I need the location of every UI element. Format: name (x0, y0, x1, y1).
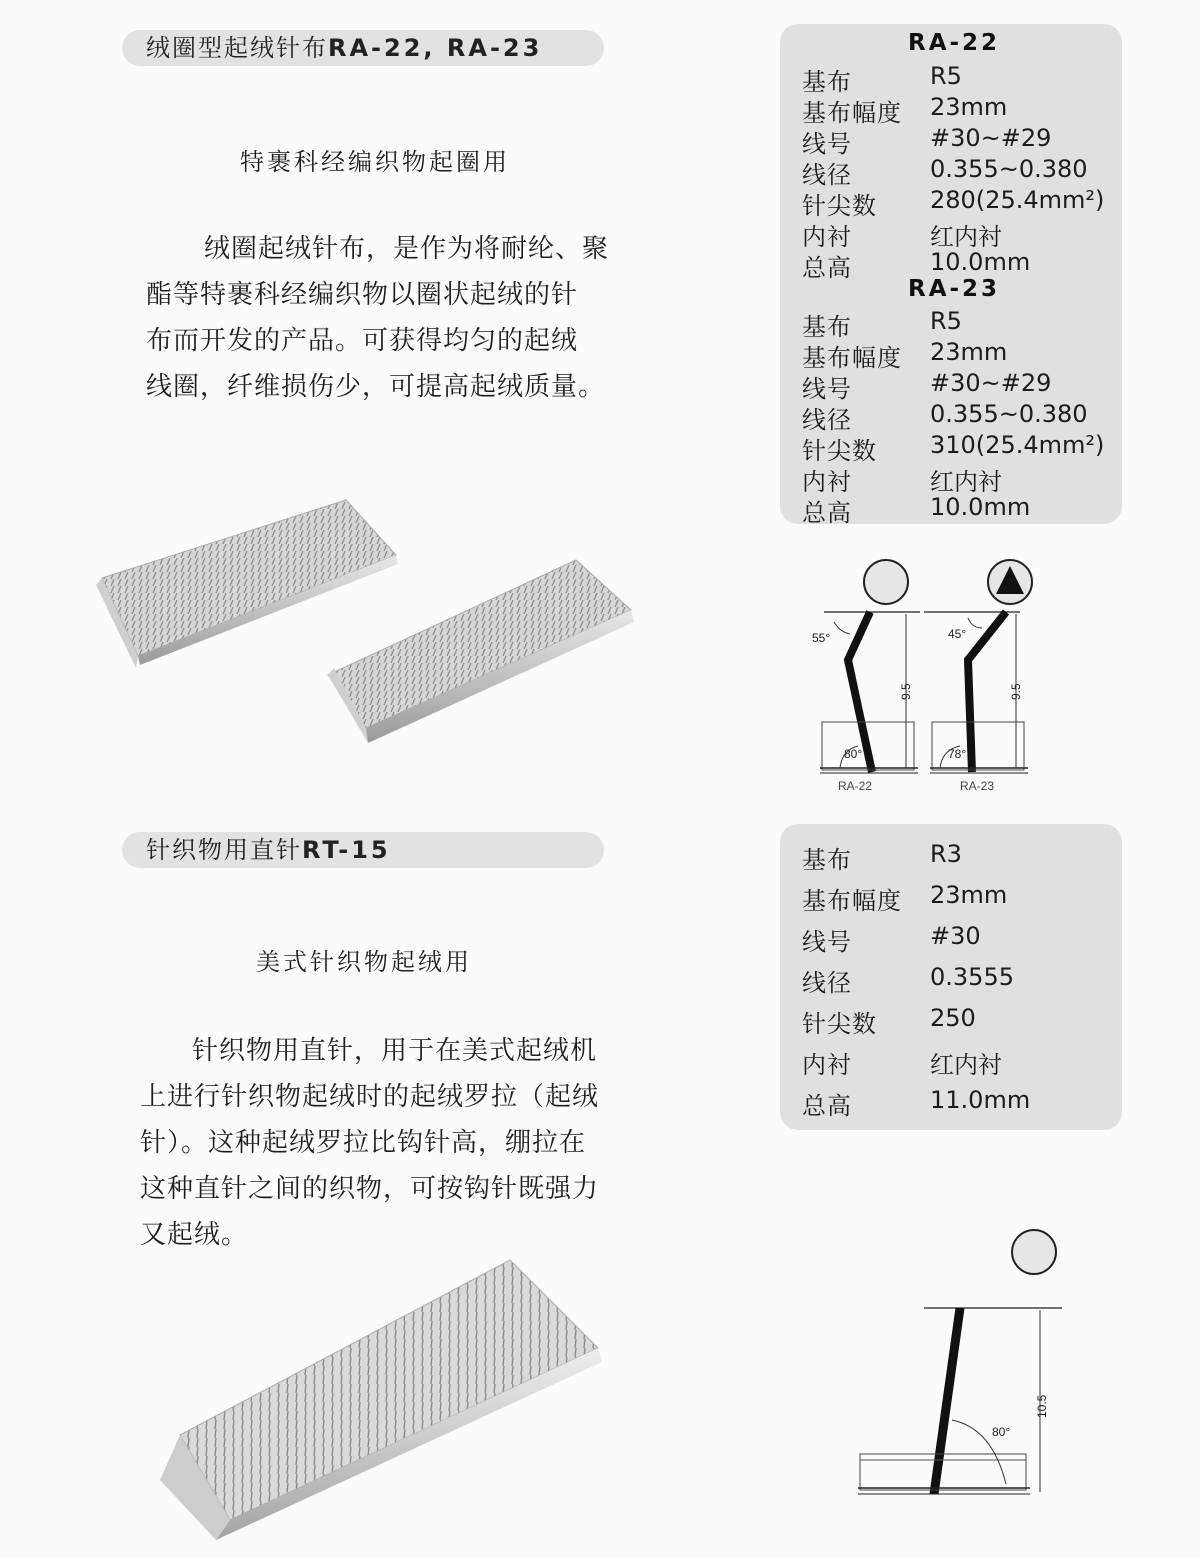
section2-header-models: RT-15 (302, 836, 391, 864)
product-photo-rt15 (150, 1240, 620, 1550)
rt15-height: 10.5 (1035, 1394, 1049, 1418)
ra23-base-angle: 78° (948, 747, 967, 761)
rt15-angle: 80° (992, 1425, 1011, 1439)
section1-header-models: RA-22, RA-23 (328, 34, 543, 62)
desc-line: 线圈，纤维损伤少，可提高起绒质量。 (146, 372, 606, 402)
section2-header-prefix: 针织物用直针 (146, 836, 302, 864)
ra22-label: RA-22 (838, 779, 873, 793)
desc-line: 针织物用直针，用于在美式起绒机 (192, 1036, 598, 1066)
section1-header-prefix: 绒圈型起绒针布 (146, 34, 328, 62)
spec-title-ra22: RA-22 (908, 30, 1001, 56)
ra23-height: 9.5 (1009, 683, 1023, 700)
product-photo-ra22-ra23 (96, 460, 696, 760)
spec-title-ra23: RA-23 (908, 276, 1001, 302)
desc-line: 绒圈起绒针布，是作为将耐纶、聚 (204, 234, 610, 264)
ra22-base-angle: 80° (844, 747, 863, 761)
section1-description (146, 226, 626, 410)
desc-line: 又起绒。 (140, 1220, 249, 1250)
section1-subtitle: 特裹科经编织物起圈用 (240, 148, 510, 176)
ra22-top-angle: 55° (812, 631, 831, 645)
desc-line: 针）。这种起绒罗拉比钩针高，绷拉在 (140, 1128, 587, 1158)
ra22-height: 9.5 (899, 683, 913, 700)
wire-cross-section-round-icon (1012, 1230, 1056, 1274)
section1-header (122, 30, 604, 66)
section2-header (122, 832, 604, 868)
desc-line: 酯等特裹科经编织物以圈状起绒的针 (146, 280, 579, 310)
needle-diagram-ra22-ra23 (800, 550, 1060, 805)
spec-box-rt15: 基布 R3 基布幅度 23mm 线号 #30 线径 0.3555 针尖数 250 内衬 红内衬 总高 11.0mm (780, 824, 1122, 1130)
spec-box-ra22-ra23: RA-22 基布 R5 基布幅度 23mm 线号 #30~#29 线径 0.355~0.380 针尖数 280(25.4mm²) 内衬 红内衬 总高 10.0mm RA-23 基布 R5 基布幅度 23mm 线号 #30~#29 线径 0.355~0.380 针尖数 310(25.4mm²) 内衬 红内衬 总高 10.0mm (780, 24, 1122, 524)
ra23-label: RA-23 (960, 779, 995, 793)
section2-description (140, 1028, 630, 1258)
ra23-top-angle: 45° (948, 627, 967, 641)
wire-cross-section-round-icon (864, 560, 908, 604)
needle-diagram-rt15 (852, 1222, 1072, 1504)
desc-line: 布而开发的产品。可获得均匀的起绒 (146, 326, 579, 356)
desc-line: 上进行针织物起绒时的起绒罗拉（起绒 (140, 1082, 600, 1112)
section2-subtitle: 美式针织物起绒用 (256, 948, 472, 976)
desc-line: 这种直针之间的织物，可按钩针既强力 (140, 1174, 600, 1204)
